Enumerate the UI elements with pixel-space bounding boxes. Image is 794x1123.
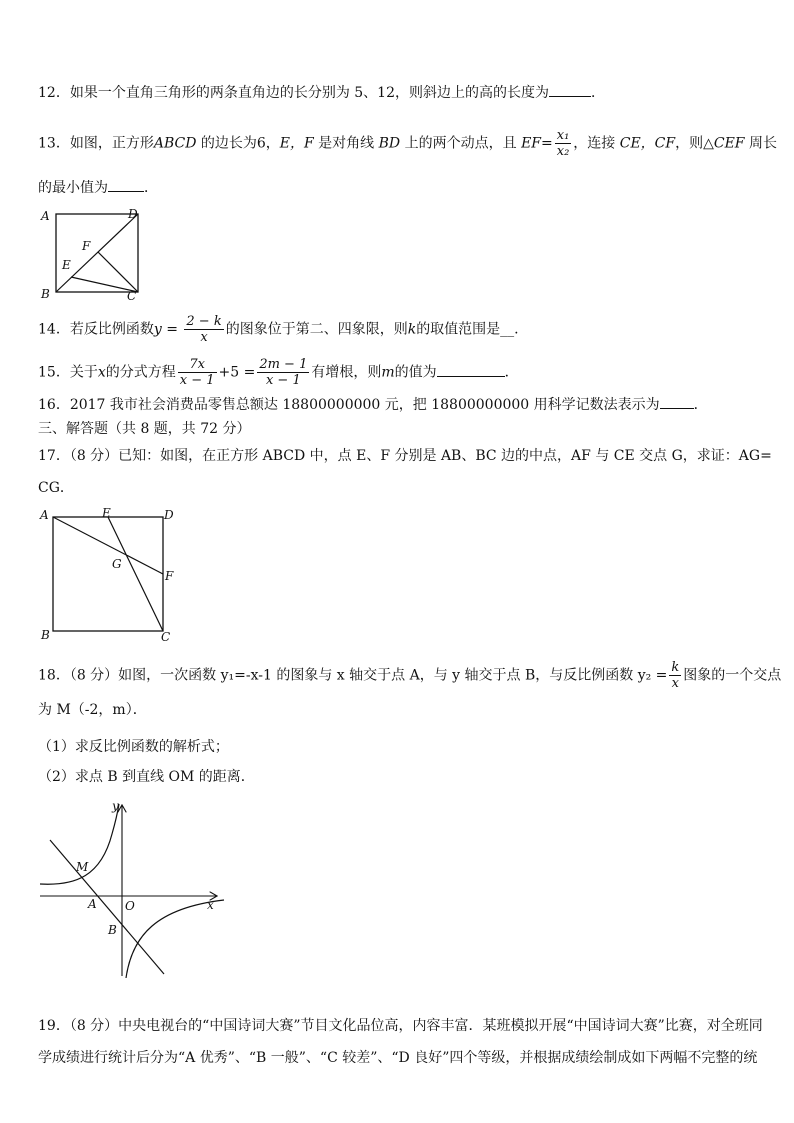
- line-y1: [50, 840, 164, 974]
- fraction: [257, 357, 309, 388]
- question-13-text: 周长: [744, 135, 777, 152]
- var-y: y: [153, 321, 162, 338]
- question-13-text: 上的两个动点，且: [400, 135, 522, 152]
- label-c: C: [127, 289, 137, 300]
- label-f: F: [165, 569, 174, 583]
- question-18-text: 18．（8 分）如图，一次函数 y₁=-x-1 的图象与 x 轴交于点 A，与 y 轴交于点 B，与反比例函数 y₂ =: [38, 667, 668, 684]
- fraction-numerator: 2 − k: [186, 314, 222, 329]
- label-f: F: [82, 239, 91, 253]
- var-x: x: [97, 364, 106, 381]
- question-14-text: 的图象位于第二、四象限，则: [225, 321, 408, 338]
- diagonal-name: BD: [378, 135, 401, 152]
- question-15-text: 15．关于: [38, 364, 98, 381]
- answer-blank: [660, 394, 694, 409]
- question-13-text: 的最小值为: [38, 180, 108, 196]
- fraction-numerator: k: [671, 660, 680, 675]
- label-d: D: [128, 207, 138, 221]
- label-e: E: [102, 506, 111, 520]
- var-m: m: [381, 364, 395, 381]
- fraction-denominator: x − 1: [179, 373, 215, 388]
- label-b: B: [108, 923, 117, 937]
- label-a: A: [41, 209, 50, 223]
- question-14: [38, 314, 519, 345]
- segment-cf: [98, 252, 138, 292]
- question-12: [38, 82, 605, 103]
- equals-sign: =: [161, 321, 183, 338]
- square-outline: [53, 517, 163, 631]
- question-15-text: 的值为: [394, 364, 437, 381]
- label-g: G: [112, 557, 122, 571]
- question-14-text: 14．若反比例函数: [38, 321, 154, 338]
- label-e: E: [62, 258, 71, 272]
- question-12-text: 12．如果一个直角三角形的两条直角边的长分别为 5、12，则斜边上的高的长度为: [38, 85, 549, 101]
- question-19: 19．（8 分）中央电视台的“中国诗词大赛”节目文化品位高，内容丰富．某班模拟开展“中国诗词大赛”比赛，对全班同: [38, 1018, 763, 1034]
- question-15-text: 的分式方程: [105, 364, 176, 381]
- question-15-text: 有增根，则: [311, 364, 382, 381]
- label-a: A: [40, 508, 49, 522]
- fraction: [184, 314, 223, 345]
- label-m: M: [76, 860, 89, 874]
- fraction-denominator: x: [200, 330, 208, 345]
- question-13-text: ，连接: [573, 135, 620, 152]
- question-16-end: ．: [693, 397, 708, 413]
- fraction-numerator: 7x: [178, 357, 217, 373]
- triangle-name: CEF: [713, 135, 745, 152]
- question-13-end: ．: [144, 180, 158, 196]
- question-19-line2: 学成绩进行统计后分为“A 优秀”、“B 一般”、“C 较差”、“D 良好”四个等级，并根据成绩绘制成如下两幅不完整的统: [38, 1050, 758, 1066]
- label-d: D: [164, 508, 174, 522]
- question-18-line2: 为 M（-2，m）．: [38, 702, 147, 718]
- segments-ce-cf: CE，CF: [619, 135, 676, 152]
- label-o: O: [125, 899, 135, 913]
- label-y: y: [112, 799, 119, 813]
- plus-five: +5 =: [218, 364, 256, 381]
- question-12-end: ．: [590, 85, 605, 101]
- equals-sign: =: [541, 135, 553, 152]
- question-16: [38, 394, 708, 415]
- question-13-text: 13．如图，正方形: [38, 135, 154, 152]
- fraction: [178, 357, 217, 388]
- points-ef: E，F: [279, 135, 314, 152]
- fraction-numerator: x₁: [556, 128, 570, 143]
- segment-ec: [108, 517, 163, 631]
- fraction-denominator: x − 1: [265, 373, 301, 388]
- answer-blank: [549, 82, 591, 97]
- question-13-text: ，则△: [675, 135, 714, 152]
- figure-13: [38, 204, 148, 300]
- label-b: B: [41, 287, 50, 300]
- question-15-end: ．: [504, 364, 519, 381]
- label-x: x: [207, 898, 214, 912]
- label-c: C: [161, 630, 171, 644]
- answer-blank: [437, 362, 505, 377]
- question-13-text: 的边长为6，: [196, 135, 280, 152]
- question-14-text: 的取值范围是__.: [416, 321, 519, 338]
- question-13: [38, 128, 777, 159]
- segment-af: [53, 517, 163, 574]
- label-a: A: [88, 897, 97, 911]
- square-name: ABCD: [153, 135, 197, 152]
- question-17-line2: CG．: [38, 480, 74, 496]
- fraction-denominator: x₂: [556, 144, 570, 159]
- question-13-text: 是对角线: [313, 135, 379, 152]
- fraction-denominator: x: [671, 676, 680, 691]
- answer-blank: [108, 177, 144, 192]
- var-k: k: [407, 321, 417, 338]
- question-18-sub1: （1）求反比例函数的解析式；: [38, 739, 229, 755]
- question-15: [38, 357, 519, 388]
- question-18-sub2: （2）求点 B 到直线 OM 的距离．: [38, 769, 255, 785]
- figure-17: [38, 503, 178, 645]
- question-16-text: 16．2017 我市社会消费品零售总额达 18800000000 元，把 18800000000 用科学记数法表示为: [38, 397, 660, 413]
- figure-18: [36, 796, 236, 978]
- fraction: [669, 660, 681, 691]
- fraction-numerator: 2m − 1: [259, 357, 308, 372]
- question-18-text: 图象的一个交点: [683, 667, 782, 684]
- label-b: B: [41, 628, 50, 642]
- segment-ef: EF: [521, 135, 541, 152]
- question-18: [38, 660, 781, 691]
- section-title: 三、解答题（共 8 题，共 72 分）: [38, 421, 251, 437]
- fraction: [555, 128, 572, 159]
- question-17: 17．（8 分）已知：如图，在正方形 ABCD 中，点 E、F 分别是 AB、BC 边的中点，AF 与 CE 交点 G，求证：AG=: [38, 448, 772, 464]
- question-13-line2: [38, 177, 158, 198]
